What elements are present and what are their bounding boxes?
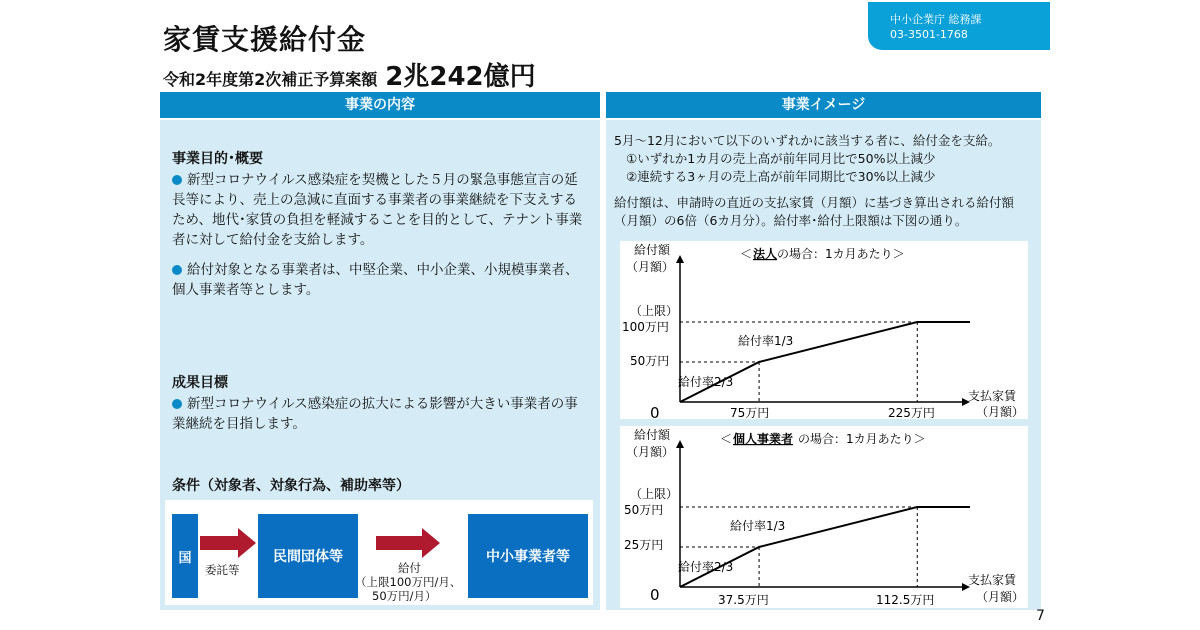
x-tick-label: 75万円: [730, 406, 770, 419]
chart-ylabel-1: 給付額: [634, 243, 671, 257]
y-axis-arrow-icon: [676, 440, 684, 448]
chart-title-suffix: の場合：1カ月あたり＞: [798, 432, 926, 446]
goal-title: 成果目標: [172, 375, 228, 391]
purpose-bullet-1-text: 新型コロナウイルス感染症を契機とした５月の緊急事態宣言の延長等により、売上の急減に直面する事業者の事業継続を下支えするため、地代･家賃の負担を軽減することを目的として、テナント事業者に対して給付金を支給します。: [172, 172, 583, 248]
chart-title-underlined: 個人事業者: [733, 432, 794, 446]
intro-line-2: ①いずれか1カ月の売上高が前年同月比で50%以上減少: [626, 151, 936, 166]
rate-lower-label: 給付率2/3: [678, 375, 734, 389]
conditions-title: 条件（対象者、対象行為、補助率等）: [172, 478, 410, 494]
purpose-title: 事業目的･概要: [172, 151, 263, 167]
chart-xlabel-1: 支払家賃: [968, 573, 1017, 587]
y-tick-label: 50万円: [630, 354, 670, 368]
contact-phone: 03-3501-1768: [890, 28, 968, 41]
chart-corporate: [620, 241, 1028, 419]
smb-box: 中小事業者等: [468, 514, 588, 598]
chart-xlabel-2: （月額）: [976, 590, 1025, 604]
chart-title-prefix: ＜: [720, 432, 733, 446]
intro-line-3: ②連続する3ヶ月の売上高が前年同期比で30%以上減少: [626, 169, 936, 184]
note-line-1: 給付額は、申請時の直近の支払家賃（月額）に基づき算出される給付額: [614, 195, 1015, 210]
rate-upper-label: 給付率1/3: [738, 334, 794, 348]
chart-origin-label: 0: [650, 586, 660, 604]
arrow2-label-2: （上限100万円/月、: [355, 575, 462, 589]
note-line-2: （月額）の6倍（6カ月分）。給付率･給付上限額は下図の通り。: [614, 213, 968, 228]
page-number: 7: [1036, 608, 1045, 624]
chart-cap-label: （上限）: [630, 487, 679, 501]
chart-title-prefix: ＜: [740, 247, 753, 261]
budget-line: [163, 56, 536, 93]
chart-title-suffix: の場合：1カ月あたり＞: [777, 247, 905, 261]
bullet-dot-icon: [172, 399, 182, 409]
budget-label: 令和2年度第2次補正予算案額: [163, 70, 378, 89]
chart-ylabel-1: 給付額: [634, 428, 671, 442]
intro-line-1: 5月～12月において以下のいずれかに該当する者に、給付金を支給。: [614, 133, 1001, 148]
y-tick-label: 25万円: [624, 538, 664, 552]
chart-origin-label: 0: [650, 404, 660, 419]
bullet-dot-icon: [172, 265, 182, 275]
x-tick-label: 37.5万円: [718, 593, 769, 607]
arrow2-label-3: 50万円/月）: [372, 589, 437, 603]
chart-ylabel-2: （月額）: [626, 260, 675, 274]
y-axis-arrow-icon: [676, 255, 684, 263]
goal-bullet: [172, 394, 590, 434]
chart-xlabel-1: 支払家賃: [968, 389, 1017, 403]
chart-ylabel-2: （月額）: [626, 445, 675, 459]
arrow-icon: [200, 526, 258, 560]
purpose-bullet-1: [172, 170, 590, 250]
contact-org: 中小企業庁 総務課: [890, 13, 982, 26]
purpose-bullet-2: [172, 260, 590, 300]
chart-individual: [620, 426, 1028, 608]
chart-xlabel-2: （月額）: [976, 405, 1025, 419]
purpose-bullet-2-text: 給付対象となる事業者は、中堅企業、中小企業、小規模事業者、個人事業者等とします。: [172, 262, 579, 298]
page-title: 家賃支援給付金: [163, 23, 367, 56]
arrow1-label: 委託等: [205, 563, 240, 577]
chart-cap-label: （上限）: [630, 304, 679, 318]
rate-upper-label: 給付率1/3: [730, 519, 786, 533]
bullet-dot-icon: [172, 175, 182, 185]
x-tick-label: 112.5万円: [876, 593, 935, 607]
country-box: 国: [172, 514, 198, 598]
arrow-icon: [376, 526, 442, 560]
contact-box: [868, 2, 1050, 50]
y-tick-label: 100万円: [622, 320, 669, 334]
arrow2-label-1: 給付: [398, 561, 421, 575]
rate-lower-label: 給付率2/3: [678, 560, 734, 574]
y-tick-label: 50万円: [624, 503, 664, 517]
x-tick-label: 225万円: [888, 406, 935, 419]
budget-amount: 2兆242億円: [385, 62, 536, 92]
right-section-header: 事業イメージ: [606, 92, 1041, 118]
chart-title-underlined: 法人: [753, 247, 778, 261]
goal-bullet-text: 新型コロナウイルス感染症の拡大による影響が大きい事業者の事業継続を目指します。: [172, 396, 578, 432]
left-section-header: 事業の内容: [160, 92, 600, 118]
private-org-box: 民間団体等: [258, 514, 358, 598]
